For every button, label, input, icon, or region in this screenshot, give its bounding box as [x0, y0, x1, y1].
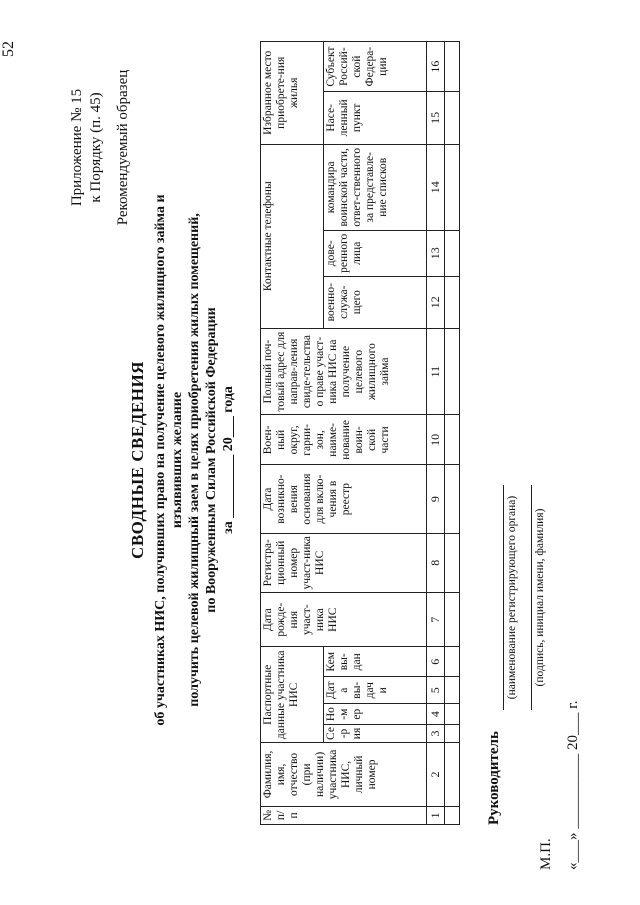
- column-number: 13: [427, 231, 445, 277]
- subtitle-line-3: по Вооруженным Силам Российской Федерации: [204, 307, 219, 613]
- appendix-header: [68, 30, 133, 265]
- column-number: 10: [427, 415, 445, 465]
- header-issued-by: Кем вы-дан: [324, 647, 427, 677]
- column-number: 5: [427, 677, 445, 704]
- header-postal-address: Полный поч-товый адрес для направ-ления свиде-тельства о праве участ-ника НИС на получение целевого жилищного займа: [261, 328, 427, 414]
- appendix-number: Приложение № 15: [69, 88, 85, 207]
- appendix-reference: к Порядку (п. 45): [88, 92, 104, 203]
- period-line: [220, 165, 237, 755]
- header-federal-subject: Субъект Россий-ской Федера-ции: [324, 42, 427, 92]
- seal-label: М.П.: [538, 838, 554, 870]
- header-passport-group: Паспортные данные участника НИС: [261, 647, 324, 743]
- period-blank-year: ___: [221, 416, 236, 438]
- column-number: 8: [427, 533, 445, 592]
- document-subtitle: [152, 165, 237, 755]
- head-label: Руководитель: [486, 731, 502, 825]
- column-number: 3: [427, 724, 445, 742]
- header-full-name: Фамилия, имя, отчество (при наличии) участника НИС, личный номер: [261, 743, 427, 807]
- organ-signature-line: [502, 485, 504, 710]
- header-phone-soldier: военно-служа-щего: [324, 276, 427, 328]
- summary-table: [260, 41, 460, 825]
- header-registration-number: Регистра-ционный номер участ-ника НИС: [261, 533, 427, 592]
- signature-caption: (подпись, инициал имени, фамилия): [534, 508, 546, 687]
- column-number: 4: [427, 704, 445, 724]
- period-year: года: [221, 386, 236, 413]
- column-number: 2: [427, 743, 445, 807]
- header-passport-number: Но-мер: [324, 704, 427, 724]
- column-number: 12: [427, 276, 445, 328]
- period-za: за: [221, 521, 236, 534]
- empty-data-row: [445, 42, 460, 825]
- person-signature-line: [530, 485, 532, 710]
- period-blank: _________: [221, 454, 236, 518]
- document-title: СВОДНЫЕ СВЕДЕНИЯ: [128, 361, 147, 559]
- column-number: 6: [427, 647, 445, 677]
- header-birth-date: Дата рожде-ния участ-ника НИС: [261, 592, 427, 647]
- date-line: «___» __________ 20___ г.: [565, 700, 581, 870]
- column-number: 7: [427, 592, 445, 647]
- column-number: 15: [427, 92, 445, 144]
- header-number: № п/п: [261, 806, 427, 824]
- subtitle-line-2: получить целевой жилищный заем в целях приобретения жилых помещений,: [187, 213, 202, 707]
- period-twenty: 20: [221, 437, 236, 452]
- organ-caption: (наименование регистрирующего органа): [506, 495, 518, 700]
- header-issue-date: Дата вы-дачи: [324, 677, 427, 704]
- header-passport-series: Се-рия: [324, 724, 427, 742]
- header-basis-date: Дата возникно-вения основания для вклю-чения в реестр: [261, 465, 427, 533]
- recommended-sample: Рекомендуемый образец: [115, 69, 131, 226]
- header-phone-trusted: дове-ренного лица: [324, 231, 427, 277]
- page-number: 52: [0, 41, 17, 57]
- header-phones-group: Контактные телефоны: [261, 144, 324, 328]
- column-number: 16: [427, 42, 445, 92]
- header-military-district: Воен-ный округ, гарни-зон, наиме-нование воин-ской части: [261, 415, 427, 465]
- subtitle-line-1: об участниках НИС, получивших право на получение целевого жилищного займа и изъявивших желание: [153, 194, 185, 726]
- column-number: 11: [427, 328, 445, 414]
- column-number: 9: [427, 465, 445, 533]
- column-numbers-row: [427, 42, 445, 825]
- column-number: 1: [427, 806, 445, 824]
- header-phone-commander: командира воинской части, ответ-ственного за представле-ние списков: [324, 144, 427, 230]
- column-number: 14: [427, 144, 445, 230]
- header-place-group: Избранное место приобрете-ния жилья: [261, 42, 324, 145]
- header-locality: Насе-ленный пункт: [324, 92, 427, 144]
